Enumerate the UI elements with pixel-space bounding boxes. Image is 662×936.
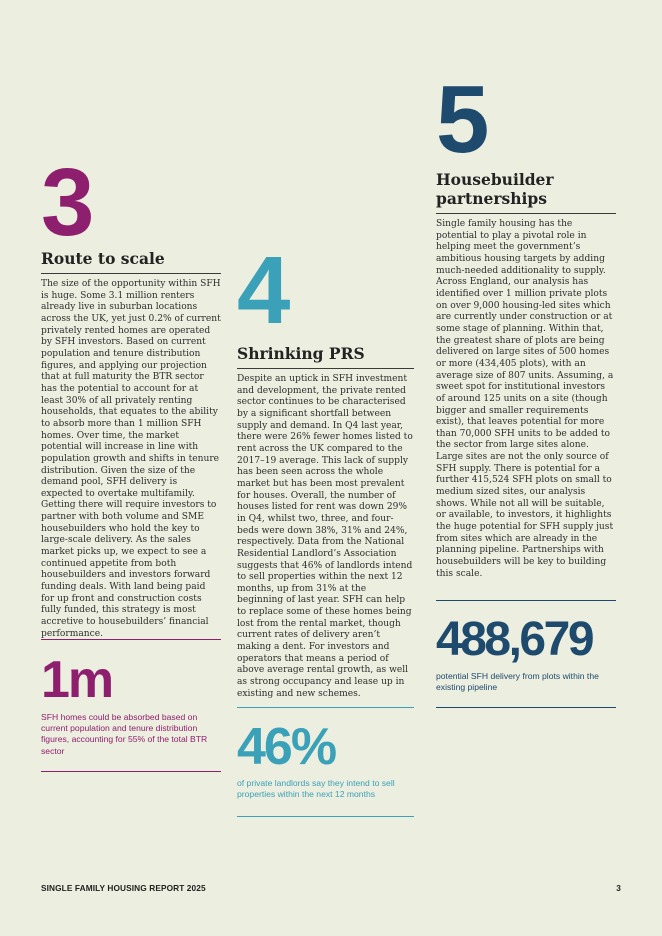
section-shrinking-prs [237,237,414,700]
section-body: The size of the opportunity within SFH is huge. Some 3.1 million renters already live in suburban locations across the UK, yet just 0.2% of current privately rented homes are operated by SFH investors. Based on current population and tenure distribution figures, and applying our projection that at full maturity the BTR sector has the potential to account for at least 30% of all privately renting households, that equates to the ability to absorb more than 1 million SFH homes. Over time, the market potential will increase in line with population growth and shifts in tenure distribution. Given the size of the demand pool, SFH delivery is expected to overtake multifamily. Getting there will require investors to partner with both volume and SME housebuilders who hold the key to large-scale delivery. As the sales market picks up, we expect to see a continued appetite from both housebuilders and investors forward funding deals. With land being paid for up front and construction costs fully funded, this strategy is most accretive to housebuilders’ financial performance. [41,279,221,639]
stat-bottom-rule [41,771,221,772]
section-housebuilder-partnerships [436,66,616,580]
section-body: Single family housing has the potential to play a pivotal role in helping meet the government’s ambitious housing targets by adding much-needed additionality to supply. Across England, our analysis has identified over 1 million private plots on over 9,000 housing-led sites which are currently under construction or at some stage of planning. Within that, the greatest share of plots are being delivered on large sites of 500 homes or more (434,405 plots), with an average size of 807 units. Assuming, a sweet spot for institutional investors of around 125 units on a site (though bigger and smaller requirements exist), that leaves potential for more than 70,000 SFH units to be added to the sector from large sites alone. Large sites are not the only source of SFH supply. There is potential for a further 415,524 SFH plots on small to medium sized sites, our analysis shows. While not all will be suitable, or available, to investors, it highlights the huge potential for SFH supply just from sites which are already in the planning pipeline. Partnerships with housebuilders will be key to building this scale. [436,219,614,579]
stat-caption: potential SFH delivery from plots within the existing pipeline [436,671,599,693]
section-heading: Housebuilder partnerships [436,170,616,214]
section-heading: Route to scale [41,249,221,274]
section-route-to-scale [41,149,221,640]
stat-top-rule [41,639,221,640]
stat-bottom-rule [436,707,616,708]
stat-caption: SFH homes could be absorbed based on current population and tenure distribution figures, accounting for 55% of the total BTR sector [41,712,208,756]
section-body: Despite an uptick in SFH investment and development, the private rented sector continues to be characterised by a significant shortfall between supply and demand. In Q4 last year, there were 26% fewer homes listed to rent across the UK compared to the 2017–19 average. This lack of supply has been seen across the whole market but has been most prevalent for houses. Overall, the number of houses listed for rent was down 29% in Q4, whilst two, three, and four-beds were down 38%, 31% and 24%, respectively. Data from the National Residential Landlord’s Association suggests that 46% of landlords intend to sell properties within the next 12 months, up from 31% at the beginning of last year. SFH can help to replace some of these homes being lost from the rental market, though current rates of delivery aren’t making a dent. For investors and operators that means a period of above average rental growth, as well as strong occupancy and lease up in existing and new schemes. [237,374,413,699]
section-number: 3 [41,149,93,256]
stat-callout-1m [41,639,221,772]
section-number: 5 [436,66,488,173]
stat-top-rule [436,600,616,601]
stat-callout-488679 [436,600,616,708]
footer-report-title: SINGLE FAMILY HOUSING REPORT 2025 [41,883,206,893]
stat-value: 1m [41,651,113,709]
stat-callout-46-percent [237,707,414,817]
stat-value: 46% [237,718,336,776]
stat-value: 488,679 [436,613,593,666]
section-number: 4 [237,237,289,344]
stat-caption: of private landlords say they intend to sell properties within the next 12 months [237,778,395,800]
stat-top-rule [237,707,414,708]
section-heading: Shrinking PRS [237,344,414,369]
footer-page-number: 3 [616,883,621,893]
stat-bottom-rule [237,816,414,817]
